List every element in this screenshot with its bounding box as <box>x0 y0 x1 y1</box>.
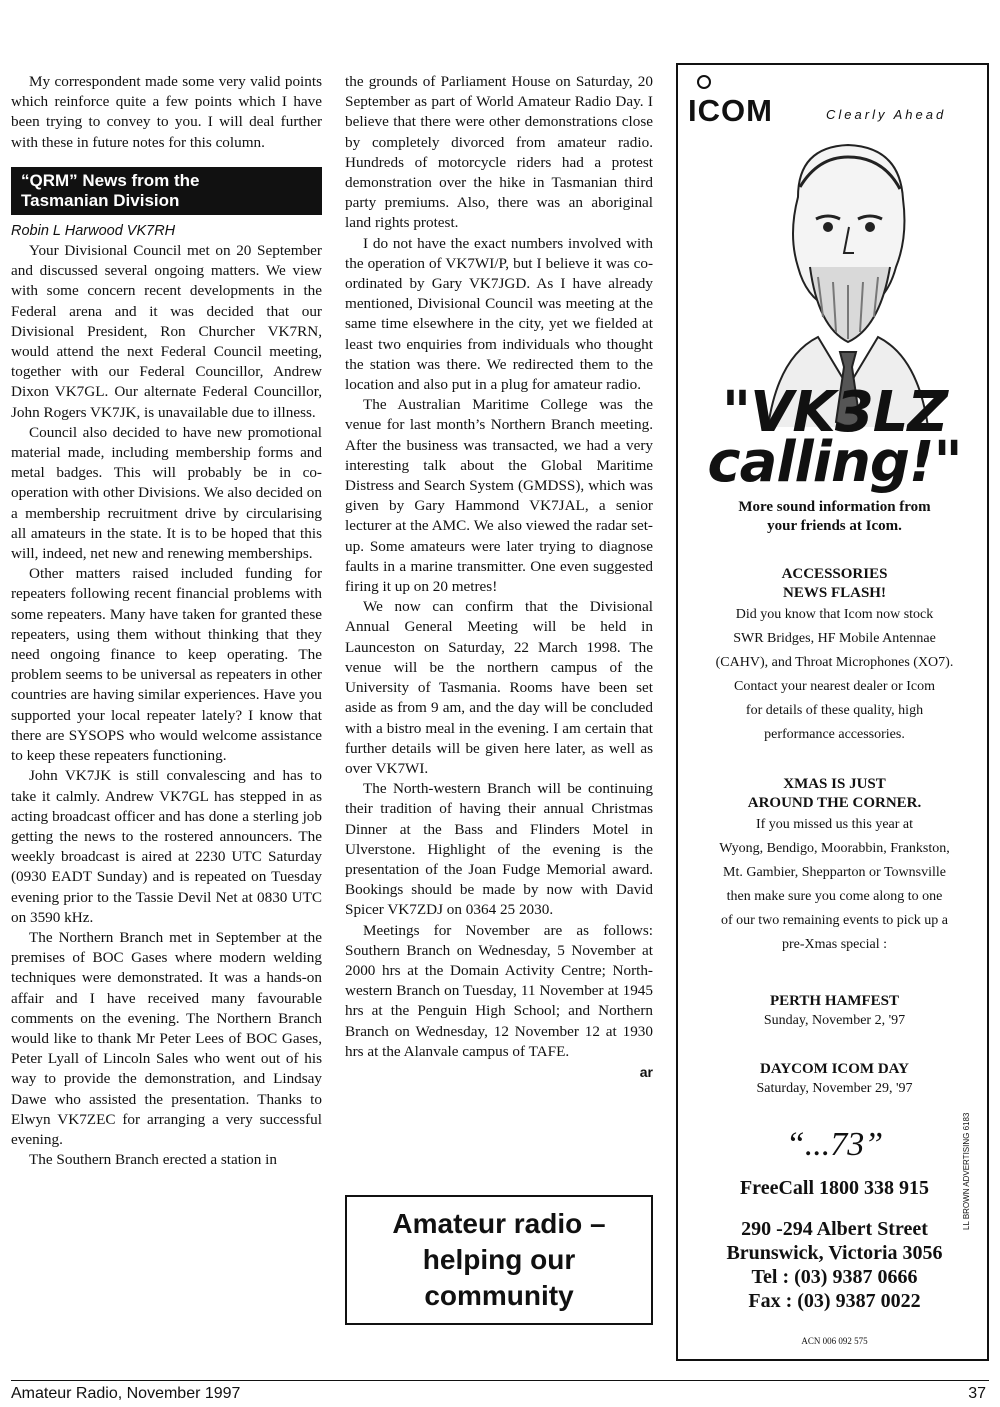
paragraph: Meetings for November are as follows: Southern Branch on Wednesday, 5 November at 2000 hrs at the Domain Activity Centre; North-western Branch on Tuesday, 11 November at 1945 hrs at the Penguin High School; and Northern Branch on Wednesday, 12 November 12 at 1930 hrs at the Alanvale campus of TAFE. <box>345 921 653 1060</box>
address-line: Brunswick, Victoria 3056 <box>726 1242 943 1264</box>
paragraph: The North-western Branch will be continuing their tradition of having their annual Christmas Dinner at the Bass and Flinders Motel in Ulverstone. Highlight of the evening is the presentation of the Joan Fudge Memorial award. Bookings should be made by now with David Spicer VK7ZDJ on 0364 25 2030. <box>345 780 653 919</box>
paragraph: We now can confirm that the Divisional Annual General Meeting will be held in Launceston on Saturday, 22 March 1998. The venue will be the northern campus of the University of Tasmania. Rooms have been set aside as from 9 am, and the day will be concluded with a bistro meal in the evening. I am certain that further details will be given here later, as well as over VK7WI. <box>345 598 653 777</box>
paragraph: Your Divisional Council met on 20 September and discussed several ongoing matters. We view with some concern recent developments in the Federal arena and it was decided that our Divisional President, Ron Churcher VK7RN, would attend the next Federal Council meeting, together with our Federal Councillor, Andrew Dixon VK7GL. Our alternate Federal Councillor, John Rogers VK7JK, is unavailable due to illness. <box>11 242 322 421</box>
promo-line: helping our <box>422 1244 576 1275</box>
intro-block <box>678 498 991 536</box>
address-line: 290 -294 Albert Street <box>741 1218 928 1240</box>
xmas-line: then make sure you come along to one <box>726 889 943 904</box>
freecall-number: FreeCall 1800 338 915 <box>739 1177 930 1199</box>
promo-line: Amateur radio – <box>392 1208 606 1239</box>
intro-line: your friends at Icom. <box>767 518 902 534</box>
event-perth <box>678 992 991 1031</box>
accessories-line: SWR Bridges, HF Mobile Antennae <box>733 631 936 646</box>
xmas-heading: AROUND THE CORNER. <box>747 795 922 811</box>
xmas-heading: XMAS IS JUST <box>783 776 886 792</box>
paragraph: The Northern Branch met in September at the premises of BOC Gases where modern welding techniques were demonstrated. It was a hands-on affair and I have received many favourable comments on the evening. The Northern Branch would like to thank Mr Peter Lees of BOC Gases, Peter Lyall of Lincoln Sales who went out of his way to provide the demonstration, and Lindsay Dawe who assisted the presentation. Thanks to Elwyn VK7ZEC for arranging a very successful evening. <box>11 928 322 1148</box>
xmas-line: Wyong, Bendigo, Moorabbin, Frankston, <box>719 841 950 856</box>
article-column-2 <box>345 72 653 1082</box>
event-name: PERTH HAMFEST <box>769 993 900 1009</box>
tagline: Clearly Ahead <box>826 107 947 122</box>
accessories-line: for details of these quality, high <box>745 703 924 718</box>
article-column-1 <box>11 72 322 1170</box>
paragraph: The Southern Branch erected a station in <box>29 1151 277 1169</box>
paragraph: John VK7JK is still convalescing and has to take it calmly. Andrew VK7GL has stepped in as acting broadcast officer and has done a sterling job getting the news to the rostered announcers. The weekly broadcast is aired at 2230 UTC Saturday (0930 EADT Sunday) and is repeated on Tuesday evening prior to the Tassie Devil Net at 0830 UTC on 3590 kHz. <box>11 767 322 926</box>
page-number: 37 <box>968 1385 986 1402</box>
paragraph: Council also decided to have new promotional material made, including membership forms and metal badges. This will probably be in co-operation with other Divisions. We also decided on a membership recruitment drive by circularising all amateurs in the state. It is to be hoped that this will, indeed, net new and renewing memberships. <box>11 423 322 563</box>
sign-off: “...73” <box>785 1126 884 1163</box>
accessories-line: performance accessories. <box>764 727 905 742</box>
event-daycom <box>678 1060 991 1099</box>
accessories-line: Did you know that Icom now stock <box>735 607 934 622</box>
acn-number: ACN 006 092 575 <box>801 1336 868 1346</box>
xmas-line: of our two remaining events to pick up a <box>720 913 949 928</box>
logo-ring-icon <box>697 75 711 89</box>
agency-credit: LL BROWN ADVERTISING 6183 <box>962 1112 971 1230</box>
phone-number: Tel : (03) 9387 0666 <box>751 1266 918 1288</box>
accessories-line: (CAHV), and Throat Microphones (XO7). <box>715 655 954 670</box>
promo-box <box>345 1195 653 1325</box>
xmas-line: Mt. Gambier, Shepparton or Townsville <box>723 865 946 880</box>
paragraph: The Australian Maritime College was the venue for last month’s Northern Branch meeting. After the business was transacted, we had a very interesting talk about the Global Maritime Distress and Search System (GMDSS), which was given by Gary Hammond VK7JAL, a senior lecturer at the AMC. We also viewed the radar set-up. Some amateurs were later trying to diagnose faults in a marine transmitter. One even suggested firing it up on 20 metres! <box>345 396 653 596</box>
page-footer <box>11 1380 989 1403</box>
paragraph: I do not have the exact numbers involved with the operation of VK7WI/P, but I believe it was co-ordinated by Gary VK7JGD. As I have already mentioned, Divisional Council was meeting at the same time elsewhere in the city, yet we fielded at least two enquiries from individuals who thought the station was there. We redirected them to the location and also put in a plug for amateur radio. <box>345 234 653 394</box>
icom-advertisement <box>676 63 989 1361</box>
brand-logo: ICOM <box>688 93 773 128</box>
event-date: Saturday, November 29, '97 <box>756 1081 913 1096</box>
headline: calling!" <box>707 430 962 495</box>
section-heading-line: Tasmanian Division <box>21 190 180 210</box>
section-heading <box>11 167 322 215</box>
event-name: DAYCOM ICOM DAY <box>760 1061 909 1077</box>
headline: "VK3LZ <box>721 380 948 445</box>
paragraph: My correspondent made some very valid points which reinforce quite a few points which I have been trying to convey to you. I will deal further with these in future notes for this column. <box>11 73 322 151</box>
xmas-line: pre-Xmas special : <box>782 937 887 952</box>
accessories-line: Contact your nearest dealer or Icom <box>734 679 935 694</box>
accessories-block <box>678 565 991 747</box>
accessories-heading: NEWS FLASH! <box>783 585 886 601</box>
paragraph: the grounds of Parliament House on Saturday, 20 September as part of World Amateur Radio Day. I believe that there were other demonstrations close by completely divorced from amateur radio. Hundreds of motorcycle riders had a protest demonstration over the hike in Tasmanian third party premiums. Also, there was an aboriginal land rights protest. <box>345 73 653 232</box>
publication-title: Amateur Radio, November 1997 <box>11 1385 241 1402</box>
contact-block <box>678 1217 991 1313</box>
xmas-line: If you missed us this year at <box>755 817 914 832</box>
fax-number: Fax : (03) 9387 0022 <box>748 1290 921 1312</box>
paragraph: Other matters raised included funding for repeaters following recent financial problems with some repeaters. Many have taken for granted these repeaters, using them without thinking that they need ongoing finance to keep operating. The problem seems to be universal as repeaters in other countries are having similar experiences. Have you supported your local repeater lately? I know that there are SYSOPS who would welcome assistance to keep these repeaters functioning. <box>11 565 322 765</box>
promo-line: community <box>424 1280 574 1311</box>
intro-line: More sound information from <box>738 499 931 515</box>
accessories-heading: ACCESSORIES <box>781 566 888 582</box>
byline: Robin L Harwood VK7RH <box>11 222 176 239</box>
xmas-block <box>678 775 991 957</box>
end-mark: ar <box>639 1063 653 1080</box>
section-heading-line: “QRM” News from the <box>21 170 200 190</box>
event-date: Sunday, November 2, '97 <box>763 1013 906 1028</box>
